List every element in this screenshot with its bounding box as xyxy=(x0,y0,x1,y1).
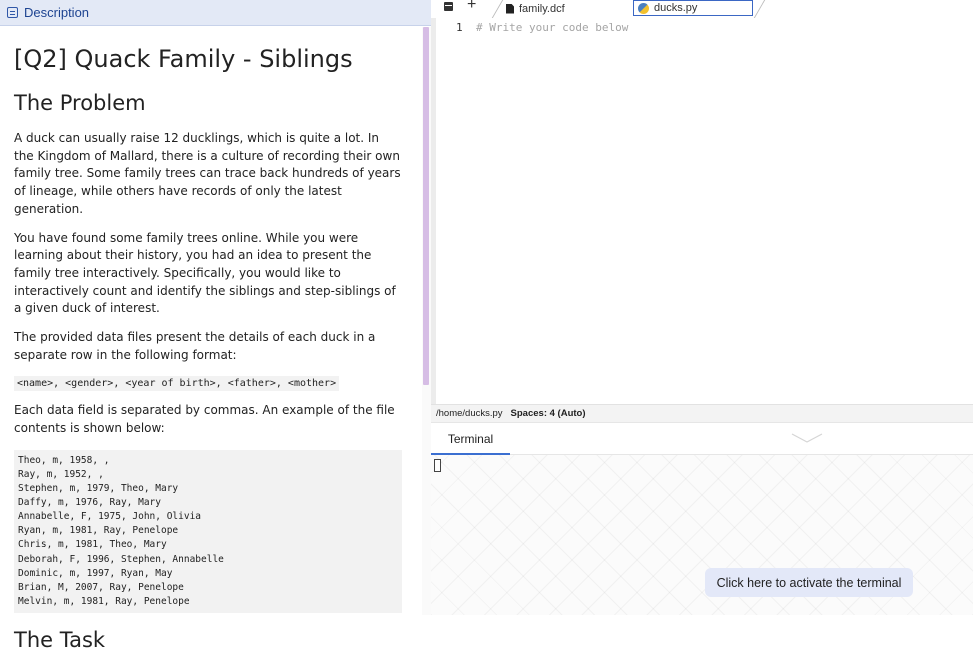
file-menu-icon[interactable] xyxy=(444,2,453,11)
tab-terminal[interactable]: Terminal xyxy=(431,431,510,455)
scrollbar-thumb[interactable] xyxy=(423,27,429,385)
tab-divider xyxy=(754,0,765,18)
section-heading-problem: The Problem xyxy=(14,91,146,115)
code-line: Stephen, m, 1979, Theo, Mary xyxy=(18,483,179,495)
code-line: Annabelle, F, 1975, John, Olivia xyxy=(18,511,202,523)
tab-label: ducks.py xyxy=(654,2,698,14)
code-line: Dominic, m, 1997, Ryan, May xyxy=(18,567,173,579)
editor-tab-bar xyxy=(431,0,973,18)
tab-label: family.dcf xyxy=(519,2,565,15)
python-icon xyxy=(638,3,649,14)
code-line: Ray, m, 1952, , xyxy=(18,468,104,480)
format-code: <name>, <gender>, <year of birth>, <father>, <mother> xyxy=(14,376,339,391)
file-icon xyxy=(506,4,514,14)
code-line: Theo, m, 1958, , xyxy=(18,454,110,466)
code-line: Daffy, m, 1976, Ray, Mary xyxy=(18,497,161,509)
tab-family-dcf[interactable] xyxy=(497,0,631,17)
status-file-path: /home/ducks.py xyxy=(436,408,503,419)
paragraph: Each data field is separated by commas. An example of the file contents is shown below: xyxy=(14,403,395,436)
code-line: Deborah, F, 1996, Stephen, Annabelle xyxy=(18,553,224,565)
status-indentation[interactable]: Spaces: 4 (Auto) xyxy=(510,408,586,419)
description-header[interactable] xyxy=(0,0,431,26)
problem-title: [Q2] Quack Family - Siblings xyxy=(14,45,353,73)
paragraph: The provided data files present the details of each duck in a separate row in the following format: xyxy=(14,330,376,362)
editor-status-bar xyxy=(431,404,973,422)
code-line: Ryan, m, 1981, Ray, Penelope xyxy=(18,525,179,537)
terminal-tab-bar xyxy=(431,422,973,455)
terminal-area[interactable] xyxy=(431,455,973,615)
description-icon xyxy=(7,7,18,18)
code-editor[interactable] xyxy=(431,18,973,404)
code-line: Melvin, m, 1981, Ray, Penelope xyxy=(18,595,190,607)
paragraph: A duck can usually raise 12 ducklings, which is quite a lot. In the Kingdom of Mallard, there is a culture of recording their own family tree. Some family trees can trace back hundreds of years of lineage, while others have records of only the latest generation. xyxy=(14,131,401,216)
section-heading-task: The Task xyxy=(14,627,106,652)
tab-divider xyxy=(492,0,503,18)
description-header-title: Description xyxy=(24,5,90,20)
code-line[interactable]: # Write your code below xyxy=(476,21,629,34)
terminal-cursor xyxy=(434,459,441,472)
code-line: Chris, m, 1981, Theo, Mary xyxy=(18,539,167,551)
chevron-down-icon[interactable] xyxy=(791,433,823,443)
new-file-button[interactable]: + xyxy=(467,0,477,13)
activate-terminal-button[interactable]: Click here to activate the terminal xyxy=(705,568,913,597)
example-code-block xyxy=(14,450,402,613)
description-scrollbar[interactable] xyxy=(422,27,431,615)
code-line: Brian, M, 2007, Ray, Penelope xyxy=(18,581,184,593)
description-panel xyxy=(0,0,431,652)
line-number: 1 xyxy=(456,21,463,34)
description-content[interactable] xyxy=(0,27,422,652)
paragraph: You have found some family trees online. While you were learning about their history, you had an idea to present the family tree interactively. Specifically, you would like to interactively count and identify the siblings and step-siblings of a given duck of interest. xyxy=(14,230,396,316)
editor-panel xyxy=(431,0,973,615)
tab-ducks-py[interactable] xyxy=(633,0,753,16)
